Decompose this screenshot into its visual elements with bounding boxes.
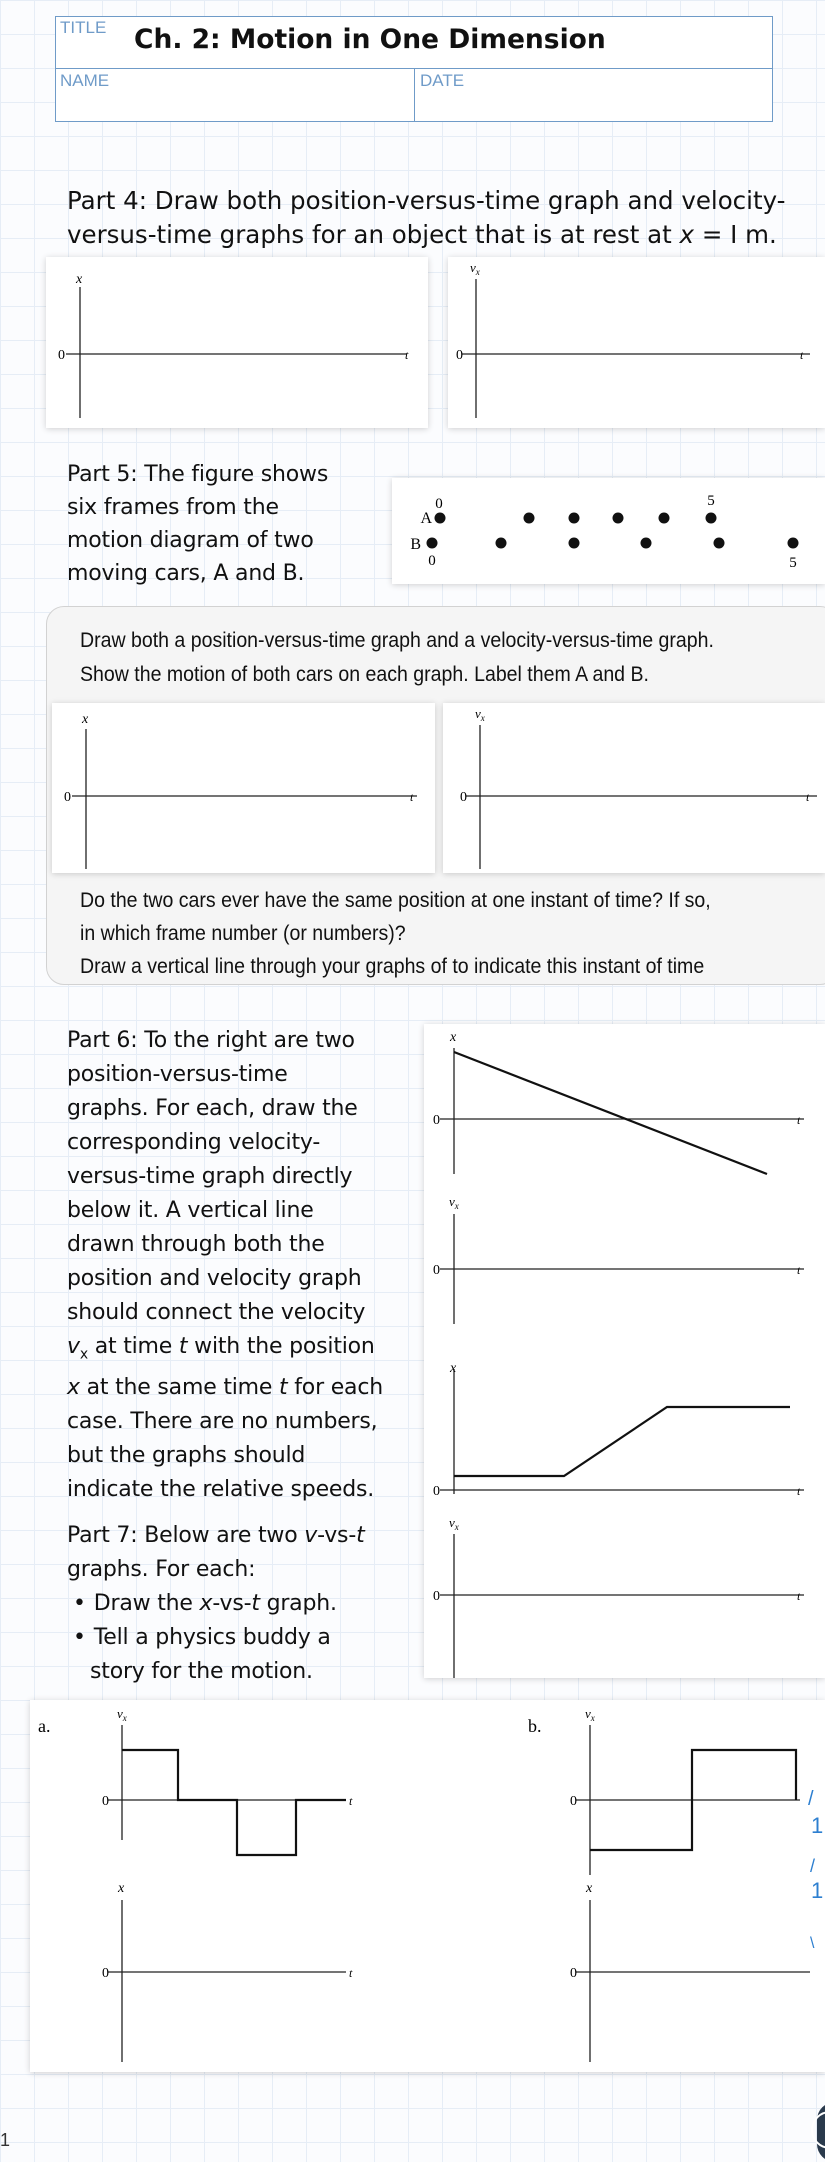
part4-line1: Part 4: Draw both position-versus-time graph and velocity- bbox=[67, 186, 786, 215]
part7a-position-graph[interactable] bbox=[102, 1881, 353, 2062]
part7-prompt bbox=[67, 1519, 365, 1689]
part6-line bbox=[67, 1371, 383, 1405]
part7-text: Draw the bbox=[93, 1591, 200, 1616]
axis-zero: 0 bbox=[58, 348, 65, 363]
frame-label-a-start: 0 bbox=[435, 496, 443, 512]
var-x: x bbox=[199, 1591, 213, 1616]
date-field[interactable] bbox=[414, 68, 773, 122]
part7-text: Part 7: Below are two bbox=[67, 1523, 305, 1548]
frame-label-a-end: 5 bbox=[707, 493, 715, 509]
axis-label-vx: $v_x$ bbox=[449, 1194, 459, 1211]
car-b-frame-2 bbox=[569, 538, 580, 549]
axis-zero: 0 bbox=[433, 1113, 440, 1128]
part4-velocity-graph[interactable] bbox=[448, 257, 825, 428]
var-x: x bbox=[67, 1375, 80, 1401]
car-a-frame-5 bbox=[706, 513, 717, 524]
car-b-label: B bbox=[410, 536, 421, 553]
car-a-frame-0 bbox=[435, 513, 446, 524]
axis-label-t: t bbox=[349, 1966, 353, 1980]
part6-prompt bbox=[67, 1024, 383, 1507]
part6-line: case. There are no numbers, bbox=[67, 1409, 378, 1435]
part6-graph1-velocity[interactable] bbox=[433, 1194, 804, 1324]
bullet-icon: • bbox=[73, 1591, 86, 1616]
part6-text: at time bbox=[87, 1334, 179, 1359]
motion-diagram-dots bbox=[392, 478, 825, 584]
axis-label-t: t bbox=[405, 348, 409, 362]
axis-label-t: t bbox=[797, 1484, 801, 1498]
part5-velocity-graph[interactable] bbox=[443, 703, 825, 873]
instruction-line: Show the motion of both cars on each graph. Label them A and B. bbox=[80, 663, 649, 686]
part7-bullet2-cont: story for the motion. bbox=[90, 1659, 313, 1684]
part7-text: -vs- bbox=[317, 1523, 357, 1548]
question-line: Do the two cars ever have the same position at one instant of time? If so, bbox=[80, 889, 711, 912]
part7-text: Tell a physics buddy a bbox=[93, 1625, 331, 1650]
part5-position-graph[interactable] bbox=[52, 703, 435, 873]
part6-line: position-versus-time bbox=[67, 1062, 288, 1087]
position-line-decreasing bbox=[454, 1052, 767, 1174]
velocity-step-a bbox=[122, 1750, 346, 1855]
part7b-velocity-graph bbox=[570, 1706, 800, 1875]
graph-label-b: b. bbox=[528, 1716, 542, 1736]
axis-label-t: t bbox=[797, 1263, 801, 1277]
edge-glyph-one: 1 bbox=[811, 1813, 824, 1838]
axis-label-x: x bbox=[450, 1030, 457, 1045]
axis-label-t: t bbox=[806, 790, 810, 804]
part6-graph2-position bbox=[433, 1361, 804, 1499]
position-line-ramp bbox=[454, 1407, 790, 1476]
car-b-frame-0 bbox=[427, 538, 438, 549]
frame-label-b-end: 5 bbox=[789, 555, 797, 571]
part7-bullet2 bbox=[67, 1621, 365, 1655]
part6-line: position and velocity graph bbox=[67, 1266, 362, 1291]
motion-diagram bbox=[392, 478, 825, 584]
date-label: DATE bbox=[420, 71, 465, 90]
part6-text: for each bbox=[287, 1375, 383, 1401]
var-t: t bbox=[178, 1334, 188, 1359]
axis-zero: 0 bbox=[570, 1794, 577, 1809]
part6-line: versus-time graph directly bbox=[67, 1164, 353, 1189]
bullet-icon: • bbox=[73, 1625, 86, 1650]
axis-label-x: x bbox=[586, 1881, 593, 1896]
part5-line: Part 5: The figure shows bbox=[67, 462, 329, 487]
car-a-frame-4 bbox=[659, 513, 670, 524]
name-label: NAME bbox=[60, 71, 110, 90]
question-line: in which frame number (or numbers)? bbox=[80, 922, 406, 945]
axis-label-t: t bbox=[797, 1113, 801, 1127]
axis-label-vx: $v_x$ bbox=[470, 260, 480, 277]
part7-graphs bbox=[30, 1700, 825, 2072]
car-a-frame-3 bbox=[613, 513, 624, 524]
part5-instructions bbox=[80, 624, 714, 692]
part4-position-axes bbox=[46, 257, 428, 428]
car-a-label: A bbox=[420, 510, 432, 527]
axis-zero: 0 bbox=[456, 348, 463, 363]
page-title: Ch. 2: Motion in One Dimension bbox=[134, 24, 606, 55]
edge-slash-icon: / bbox=[810, 1856, 816, 1876]
part4-line2-end: = I m. bbox=[694, 220, 777, 249]
car-a-frame-2 bbox=[569, 513, 580, 524]
part5-velocity-axes bbox=[443, 703, 825, 873]
axis-label-vx: $v_x$ bbox=[117, 1706, 127, 1723]
axis-zero: 0 bbox=[102, 1794, 109, 1809]
part6-text: with the position bbox=[187, 1334, 375, 1359]
axis-label-x: x bbox=[450, 1361, 457, 1376]
axis-zero: 0 bbox=[570, 1966, 577, 1981]
part7-bullet1 bbox=[67, 1587, 365, 1621]
part6-line: Part 6: To the right are two bbox=[67, 1028, 355, 1053]
axis-zero: 0 bbox=[102, 1966, 109, 1981]
axis-label-t: t bbox=[410, 790, 414, 804]
part7a-velocity-graph bbox=[102, 1706, 353, 1855]
part6-line: should connect the velocity bbox=[67, 1300, 366, 1325]
part6-graph-column bbox=[424, 1024, 825, 1678]
question-line: Draw a vertical line through your graphs of to indicate this instant of time bbox=[80, 955, 705, 978]
axis-zero: 0 bbox=[433, 1263, 440, 1278]
var-v: v bbox=[67, 1334, 80, 1359]
part5-position-axes bbox=[52, 703, 435, 873]
part4-velocity-axes bbox=[448, 257, 825, 428]
axis-label-t: t bbox=[797, 1589, 801, 1603]
car-a-frame-1 bbox=[524, 513, 535, 524]
axis-label-x: x bbox=[118, 1881, 125, 1896]
part6-graph1-position bbox=[433, 1030, 804, 1174]
var-t: t bbox=[356, 1523, 365, 1548]
axis-zero: 0 bbox=[433, 1589, 440, 1604]
var-v-sub: x bbox=[79, 1346, 88, 1363]
axis-label-vx: $v_x$ bbox=[449, 1515, 459, 1532]
part7-line1 bbox=[67, 1519, 365, 1553]
car-b-frame-5 bbox=[788, 538, 799, 549]
part6-graph2-velocity[interactable] bbox=[433, 1515, 804, 1678]
axis-label-vx: $v_x$ bbox=[585, 1706, 595, 1723]
car-b-frame-4 bbox=[714, 538, 725, 549]
part4-var-x: x bbox=[679, 220, 695, 249]
part6-line bbox=[67, 1330, 383, 1371]
axis-label-vx: $v_x$ bbox=[475, 706, 485, 723]
part6-line: below it. A vertical line bbox=[67, 1198, 314, 1223]
part6-line: drawn through both the bbox=[67, 1232, 325, 1257]
part7-line2: graphs. For each: bbox=[67, 1557, 256, 1582]
var-v: v bbox=[304, 1523, 318, 1548]
part4-line2 bbox=[67, 218, 785, 252]
axis-label-x: x bbox=[76, 272, 83, 287]
edge-slash-icon: / bbox=[808, 1788, 814, 1810]
edge-curve-icon: \ bbox=[810, 1935, 815, 1952]
part5-question bbox=[80, 884, 711, 983]
part4-line2-text: versus-time graphs for an object that is at rest at bbox=[67, 220, 680, 249]
part6-text: at the same time bbox=[79, 1375, 280, 1401]
part6-line: indicate the relative speeds. bbox=[67, 1477, 375, 1503]
edge-glyph-one: 1 bbox=[811, 1878, 824, 1903]
part6-line: graphs. For each, draw the bbox=[67, 1096, 358, 1121]
part6-graphs bbox=[424, 1024, 825, 1678]
var-t: t bbox=[279, 1375, 288, 1401]
part7b-position-graph[interactable] bbox=[570, 1881, 810, 2062]
part4-position-graph[interactable] bbox=[46, 257, 428, 428]
part7-text: -vs- bbox=[212, 1591, 252, 1616]
frame-label-b-start: 0 bbox=[428, 553, 436, 569]
instruction-line: Draw both a position-versus-time graph and a velocity-versus-time graph. bbox=[80, 629, 714, 652]
axis-zero: 0 bbox=[433, 1484, 440, 1499]
page-number: 1 bbox=[0, 2130, 11, 2150]
name-field[interactable] bbox=[55, 68, 416, 122]
part6-line: corresponding velocity- bbox=[67, 1130, 321, 1155]
part6-line: but the graphs should bbox=[67, 1443, 306, 1469]
part4-prompt bbox=[67, 184, 785, 252]
part5-line: six frames from the bbox=[67, 495, 279, 520]
car-b-frame-1 bbox=[496, 538, 507, 549]
axis-zero: 0 bbox=[64, 790, 71, 805]
axis-zero: 0 bbox=[460, 790, 467, 805]
car-b-frame-3 bbox=[641, 538, 652, 549]
part5-prompt bbox=[67, 458, 328, 590]
axis-label-t: t bbox=[800, 348, 804, 362]
part5-line: moving cars, A and B. bbox=[67, 561, 305, 586]
part7-graphs-panel bbox=[30, 1700, 825, 2072]
title-label: TITLE bbox=[60, 18, 107, 37]
plus-icon bbox=[811, 2111, 825, 2149]
axis-label-t: t bbox=[349, 1794, 353, 1808]
part7-text: graph. bbox=[259, 1591, 337, 1616]
part5-line: motion diagram of two bbox=[67, 528, 314, 553]
graph-label-a: a. bbox=[38, 1716, 51, 1736]
axis-label-x: x bbox=[82, 712, 89, 727]
var-t: t bbox=[251, 1591, 260, 1616]
